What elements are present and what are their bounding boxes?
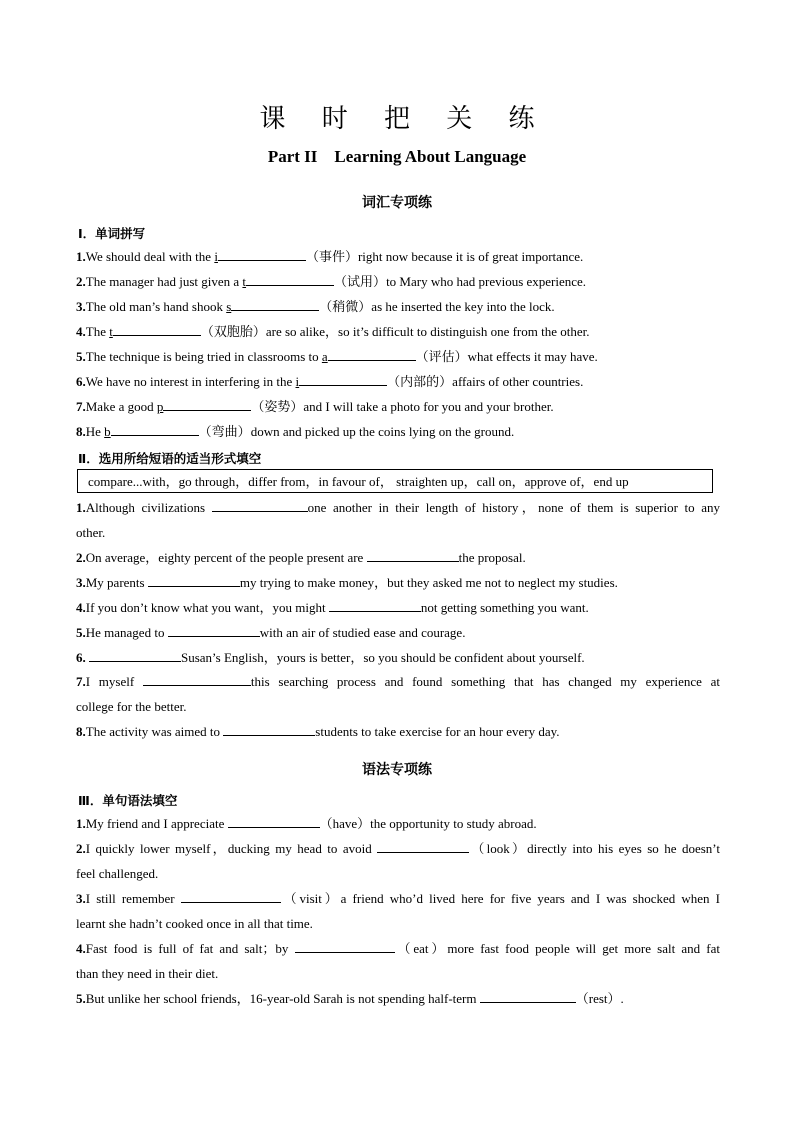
first-letter: a: [321, 349, 328, 364]
item-number: 8.: [76, 724, 86, 739]
item-number: 8.: [76, 424, 86, 439]
answer-blank[interactable]: [299, 371, 387, 386]
item-text: not getting something you want.: [420, 600, 589, 615]
item-text: the proposal.: [458, 550, 526, 565]
page-title: 课 时 把 关 练: [259, 104, 549, 134]
item-number: 3.: [76, 891, 86, 906]
item-text: We have no interest in interfering in the: [85, 374, 296, 389]
item-text: We should deal with the: [85, 249, 215, 264]
phrase-item-8: [76, 719, 720, 744]
vocab-item-5: [76, 344, 720, 369]
first-letter: t: [242, 274, 247, 289]
phrase-item-5: [76, 620, 720, 645]
item-text: The: [85, 324, 110, 339]
phrase-item-7: [76, 669, 720, 694]
item-text: If you don’t know what you want，you might: [85, 600, 329, 615]
answer-blank[interactable]: [480, 988, 576, 1003]
first-letter: s: [226, 299, 232, 314]
item-number: 2.: [76, 550, 86, 565]
item-text: are so alike，so it’s difficult to distinguish one from the other.: [265, 324, 590, 339]
item-number: 5.: [76, 625, 86, 640]
chinese-hint: （姿势）: [251, 399, 304, 414]
verb-hint: （eat）: [394, 941, 448, 956]
item-number: 3.: [76, 575, 86, 590]
item-text: Susan’s English，yours is better，so you should be confident about yourself.: [181, 650, 585, 665]
verb-hint: （visit）: [280, 891, 341, 906]
answer-blank[interactable]: [113, 321, 201, 336]
chinese-hint: （内部的）: [387, 374, 453, 389]
answer-blank[interactable]: [111, 421, 199, 436]
phrase-item-4: [76, 595, 720, 620]
item-text: a friend who’d lived here for five years and I was shocked when I: [340, 891, 720, 906]
first-letter: p: [156, 399, 164, 414]
answer-blank[interactable]: [163, 396, 251, 411]
phrase-box: compare...with，go through，differ from，in favour of， straighten up，call on，approve of，end up: [77, 469, 713, 493]
item-text: one another in their length of history，none of them is superior to any: [307, 500, 720, 515]
item-text: The manager had just given a: [85, 274, 243, 289]
item-number: 3.: [76, 299, 86, 314]
chinese-hint: （试用）: [334, 274, 387, 289]
item-text: On average，eighty percent of the people present are: [85, 550, 367, 565]
item-text: I myself: [85, 674, 143, 689]
item-text: My friend and I appreciate: [85, 816, 228, 831]
item-number: 1.: [76, 500, 86, 515]
item-text: Fast food is full of fat and salt；by: [85, 941, 295, 956]
item-text: the opportunity to study abroad.: [370, 816, 537, 831]
phrase-item-2: [76, 545, 720, 570]
item-text: The old man’s hand shook: [85, 299, 227, 314]
item-text: But unlike her school friends，16-year-old Sarah is not spending half-term: [85, 991, 480, 1006]
grammar-item-2-cont: feel challenged.: [76, 866, 159, 881]
chinese-hint: （双胞胎）: [200, 324, 266, 339]
item-text: right now because it is of great importance.: [357, 249, 584, 264]
item-text: down and picked up the coins lying on the ground.: [250, 424, 515, 439]
part1-heading: Ⅰ．单词拼写: [78, 226, 146, 241]
first-letter: t: [109, 324, 113, 339]
answer-blank[interactable]: [377, 838, 469, 853]
answer-blank[interactable]: [223, 721, 315, 736]
vocab-item-1: [76, 244, 720, 269]
grammar-item-5: [76, 986, 720, 1011]
vocab-item-6: [76, 369, 720, 394]
grammar-item-4: [76, 936, 720, 961]
vocab-item-7: [76, 394, 720, 419]
first-letter: i: [214, 249, 218, 264]
chinese-hint: （评估）: [415, 349, 468, 364]
part2-heading: Ⅱ．选用所给短语的适当形式填空: [78, 451, 262, 466]
chinese-hint: （弯曲）: [198, 424, 251, 439]
phrase-item-1: [76, 495, 720, 520]
item-text: to Mary who had previous experience.: [386, 274, 587, 289]
vocab-item-8: [76, 419, 720, 444]
grammar-item-3: [76, 886, 720, 911]
phrase-item-3: [76, 570, 720, 595]
item-text: and I will take a photo for you and your brother.: [303, 399, 554, 414]
verb-hint: （rest）: [575, 991, 621, 1006]
answer-blank[interactable]: [231, 296, 319, 311]
phrase-item-7-cont: college for the better.: [76, 699, 187, 714]
item-text: .: [620, 991, 624, 1006]
item-number: 1.: [76, 249, 86, 264]
answer-blank[interactable]: [143, 671, 251, 686]
item-text: what effects it may have.: [467, 349, 598, 364]
chinese-hint: （稍微）: [319, 299, 372, 314]
item-text: directly into his eyes so he doesn’t: [527, 841, 720, 856]
answer-blank[interactable]: [328, 346, 416, 361]
chinese-hint: （事件）: [305, 249, 358, 264]
item-number: 2.: [76, 274, 86, 289]
item-number: 2.: [76, 841, 86, 856]
answer-blank[interactable]: [168, 622, 260, 637]
verb-hint: （have）: [319, 816, 371, 831]
item-number: 6.: [76, 650, 86, 665]
answer-blank[interactable]: [246, 271, 334, 286]
item-text: I quickly lower myself，ducking my head to avoid: [85, 841, 378, 856]
item-number: 4.: [76, 941, 86, 956]
item-text: My parents: [85, 575, 148, 590]
answer-blank[interactable]: [212, 497, 308, 512]
item-number: 7.: [76, 399, 86, 414]
answer-blank[interactable]: [228, 813, 320, 828]
answer-blank[interactable]: [218, 246, 306, 261]
item-number: 4.: [76, 324, 86, 339]
part3-heading: Ⅲ．单句语法填空: [78, 793, 178, 808]
item-text: affairs of other countries.: [452, 374, 584, 389]
part-title: Part II Learning About Language: [267, 147, 527, 166]
item-number: 7.: [76, 674, 86, 689]
answer-blank[interactable]: [295, 938, 395, 953]
item-number: 6.: [76, 374, 86, 389]
item-number: 4.: [76, 600, 86, 615]
item-text: The technique is being tried in classrooms to: [85, 349, 322, 364]
vocab-item-3: [76, 294, 720, 319]
grammar-item-1: [76, 811, 720, 836]
grammar-section-heading: 语法专项练: [362, 762, 432, 778]
item-text: Make a good: [85, 399, 157, 414]
answer-blank[interactable]: [367, 547, 459, 562]
first-letter: b: [104, 424, 111, 439]
item-text: The activity was aimed to: [85, 724, 224, 739]
grammar-item-3-cont: learnt she hadn’t cooked once in all that time.: [76, 916, 313, 931]
answer-blank[interactable]: [148, 572, 240, 587]
item-text: this searching process and found something that has changed my experience at: [250, 674, 720, 689]
vocab-item-4: [76, 319, 720, 344]
vocab-section-heading: 词汇专项练: [362, 195, 432, 211]
item-text: I still remember: [85, 891, 181, 906]
grammar-item-4-cont: than they need in their diet.: [76, 966, 219, 981]
first-letter: i: [295, 374, 300, 389]
grammar-item-2: [76, 836, 720, 861]
item-number: 5.: [76, 349, 86, 364]
item-text: He: [85, 424, 105, 439]
phrase-item-1-cont: other.: [76, 525, 106, 540]
item-number: 5.: [76, 991, 86, 1006]
answer-blank[interactable]: [89, 647, 181, 662]
item-text: with an air of studied ease and courage.: [259, 625, 466, 640]
item-text: Although civilizations: [85, 500, 212, 515]
answer-blank[interactable]: [329, 597, 421, 612]
verb-hint: （look）: [469, 841, 528, 856]
item-text: as he inserted the key into the lock.: [371, 299, 555, 314]
item-text: students to take exercise for an hour every day.: [315, 724, 560, 739]
item-text: more fast food people will get more salt and fat: [447, 941, 720, 956]
vocab-item-2: [76, 269, 720, 294]
item-number: 1.: [76, 816, 86, 831]
item-text: my trying to make money，but they asked me not to neglect my studies.: [239, 575, 618, 590]
answer-blank[interactable]: [181, 888, 281, 903]
item-text: He managed to: [85, 625, 168, 640]
phrase-item-6: [76, 645, 720, 670]
